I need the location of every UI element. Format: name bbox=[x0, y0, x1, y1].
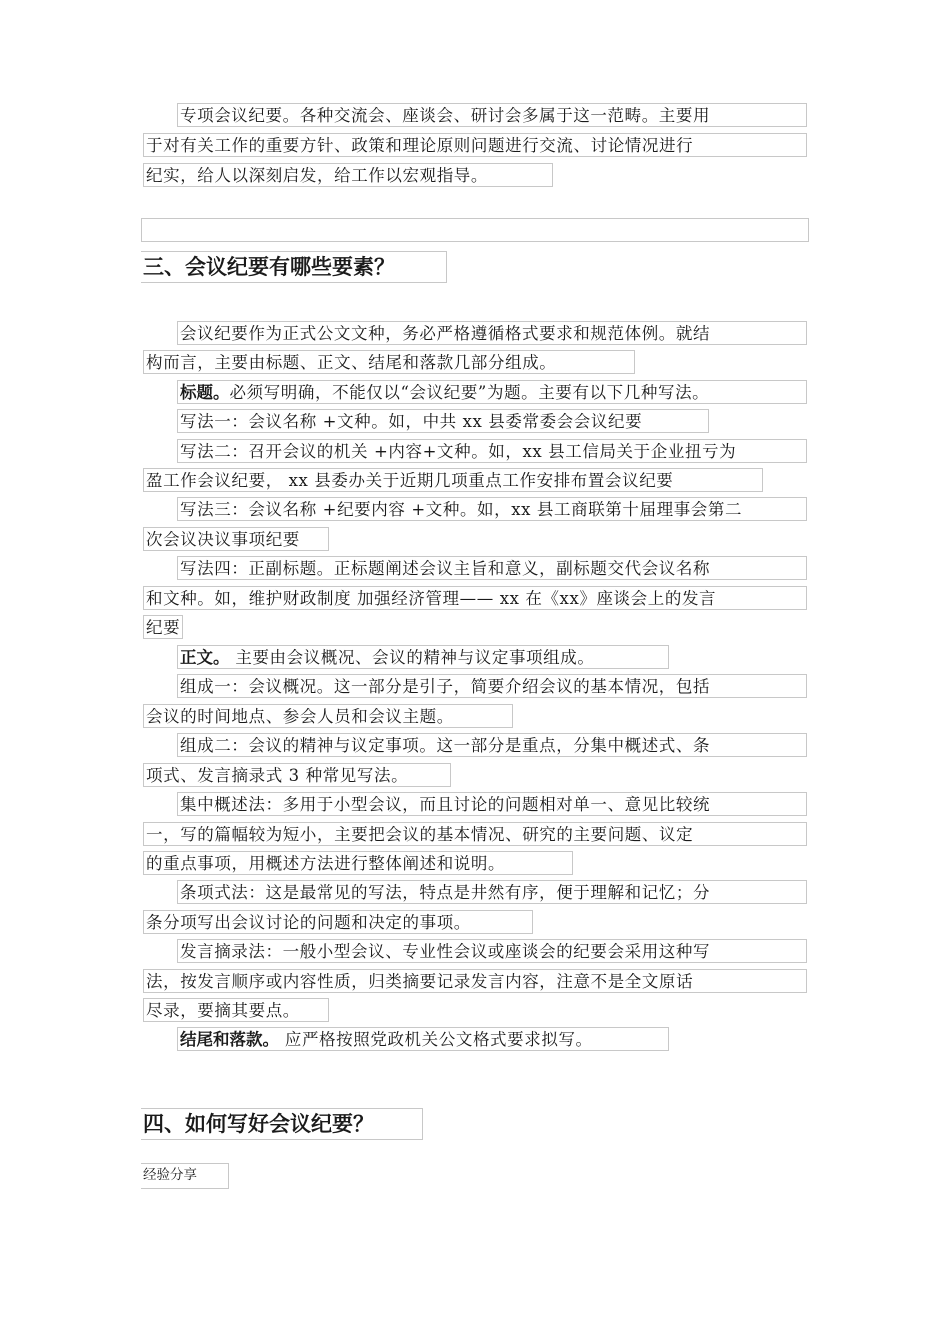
paragraph-line: 组成一：会议概况。这一部分是引子，简要介绍会议的基本情况，包括 bbox=[177, 674, 807, 698]
paragraph-line: 纪实，给人以深刻启发，给工作以宏观指导。 bbox=[143, 163, 553, 187]
paragraph-line: 条项式法：这是最常见的写法，特点是井然有序，便于理解和记忆；分 bbox=[177, 880, 807, 904]
paragraph-line: 次会议决议事项纪要 bbox=[143, 527, 329, 551]
paragraph-line: 写法四：正副标题。正标题阐述会议主旨和意义，副标题交代会议名称 bbox=[177, 556, 807, 580]
body-text: 主要由会议概况、会议的精神与议定事项组成。 bbox=[229, 648, 595, 667]
ending-text: 应严格按照党政机关公文格式要求拟写。 bbox=[279, 1030, 593, 1049]
paragraph-line: 于对有关工作的重要方针、政策和理论原则问题进行交流、讨论情况进行 bbox=[143, 133, 807, 157]
section-heading: 四、如何写好会议纪要？ bbox=[141, 1108, 423, 1140]
paragraph-line: 盈工作会议纪要， xx 县委办关于近期几项重点工作安排布置会议纪要 bbox=[143, 468, 763, 492]
title-label: 标题。 bbox=[180, 383, 230, 402]
ending-paragraph bbox=[177, 1027, 669, 1051]
ending-label: 结尾和落款。 bbox=[180, 1030, 279, 1049]
blank-line bbox=[141, 218, 809, 242]
paragraph-line: 专项会议纪要。各种交流会、座谈会、研讨会多属于这一范畴。主要用 bbox=[177, 103, 807, 127]
paragraph-line: 集中概述法：多用于小型会议，而且讨论的问题相对单一、意见比较统 bbox=[177, 792, 807, 816]
paragraph-line: 纪要 bbox=[143, 615, 183, 639]
paragraph-line: 一，写的篇幅较为短小，主要把会议的基本情况、研究的主要问题、议定 bbox=[143, 822, 807, 846]
body-paragraph bbox=[177, 645, 669, 669]
paragraph-line: 写法二：召开会议的机关 +内容+文种。如，xx 县工信局关于企业扭亏为 bbox=[177, 439, 807, 463]
paragraph-line: 的重点事项，用概述方法进行整体阐述和说明。 bbox=[143, 851, 573, 875]
paragraph-line: 项式、发言摘录式 3 种常见写法。 bbox=[143, 763, 451, 787]
paragraph-line: 会议的时间地点、参会人员和会议主题。 bbox=[143, 704, 513, 728]
subheading: 经验分享 bbox=[141, 1163, 229, 1189]
paragraph-line: 写法三：会议名称 +纪要内容 +文种。如，xx 县工商联第十届理事会第二 bbox=[177, 497, 807, 521]
paragraph-line: 和文种。如，维护财政制度 加强经济管理—— xx 在《xx》座谈会上的发言 bbox=[143, 586, 807, 610]
body-label: 正文。 bbox=[180, 648, 230, 667]
paragraph-line: 法，按发言顺序或内容性质，归类摘要记录发言内容，注意不是全文原话 bbox=[143, 969, 807, 993]
paragraph-line: 会议纪要作为正式公文文种，务必严格遵循格式要求和规范体例。就结 bbox=[177, 321, 807, 345]
title-text: 必须写明确，不能仅以“会议纪要”为题。主要有以下几种写法。 bbox=[229, 383, 710, 402]
paragraph-line: 写法一：会议名称 +文种。如，中共 xx 县委常委会会议纪要 bbox=[177, 409, 709, 433]
paragraph-line: 发言摘录法：一般小型会议、专业性会议或座谈会的纪要会采用这种写 bbox=[177, 939, 807, 963]
paragraph-line: 尽录，要摘其要点。 bbox=[143, 998, 329, 1022]
title-paragraph bbox=[177, 380, 807, 404]
paragraph-line: 条分项写出会议讨论的问题和决定的事项。 bbox=[143, 910, 533, 934]
paragraph-line: 组成二：会议的精神与议定事项。这一部分是重点，分集中概述式、条 bbox=[177, 733, 807, 757]
paragraph-line: 构而言，主要由标题、正文、结尾和落款几部分组成。 bbox=[143, 350, 635, 374]
section-heading: 三、会议纪要有哪些要素？ bbox=[141, 251, 447, 283]
